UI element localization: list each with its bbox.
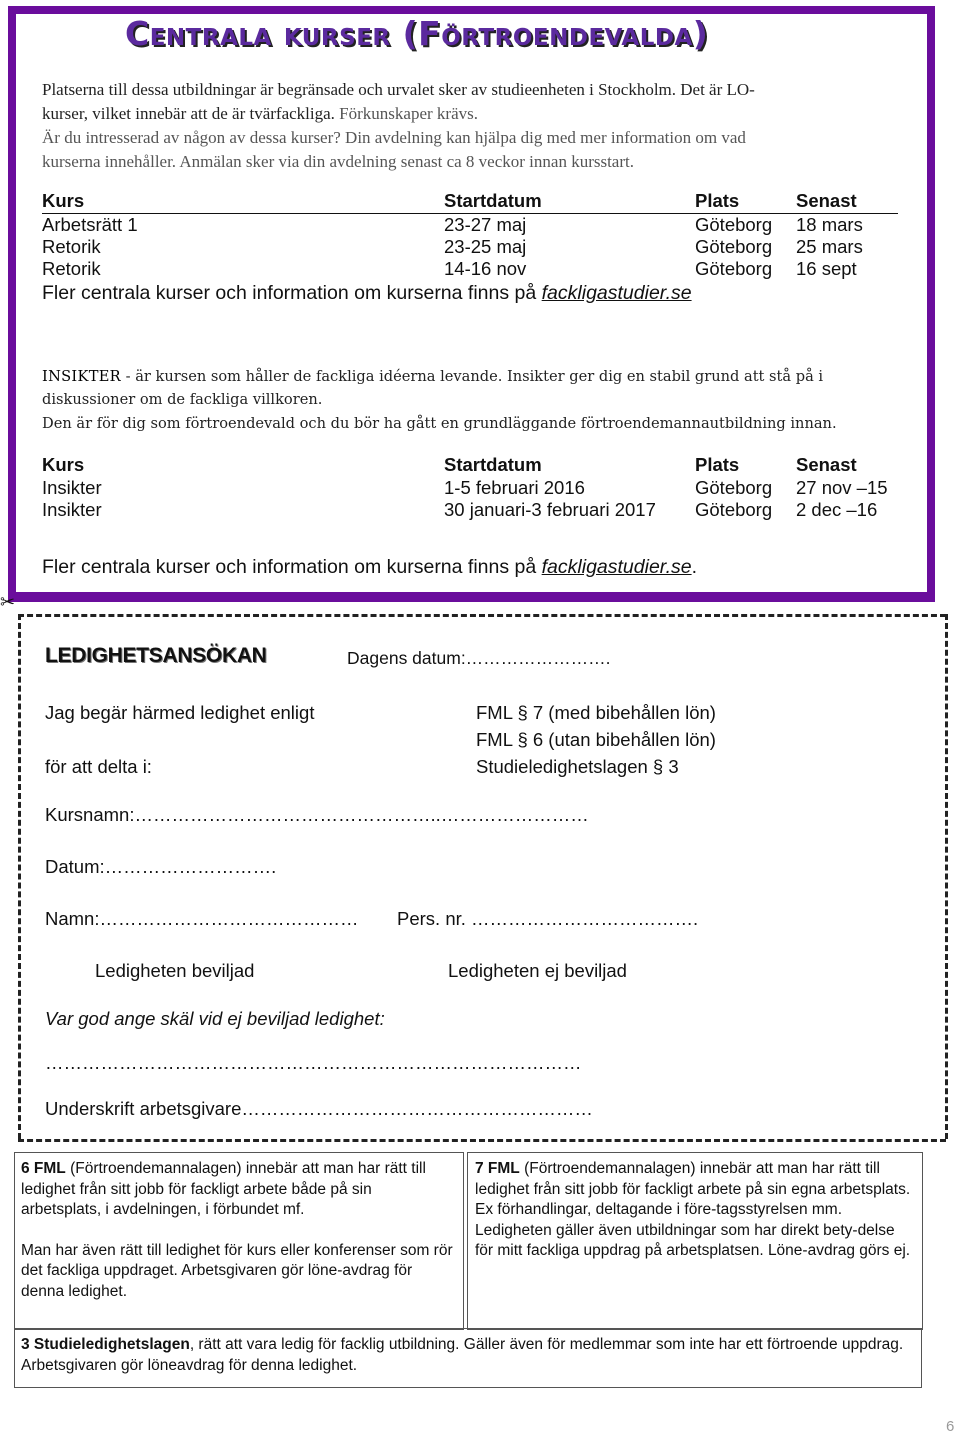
fml6-para-1: [21, 1159, 455, 1221]
name-field[interactable]: Namn:……………………………………: [45, 908, 359, 929]
table-row: [42, 236, 898, 259]
fackligastudier-link[interactable]: fackligastudier.se: [541, 282, 692, 304]
fml6-heading: 6 FML: [21, 1160, 66, 1177]
course-table-1-header: [42, 190, 898, 214]
fml7-para-2: Ledigheten gäller även utbildningar som har direkt bety-delse för mitt fackliga uppdrag på arbetsplatsen. Löne-avdrag görs ej.: [475, 1221, 911, 1259]
fml7-heading: 7 FML: [475, 1160, 520, 1177]
table-row: [42, 258, 898, 281]
more-text: Fler centrala kurser och information om kurserna finns på: [42, 556, 542, 578]
option-fml6[interactable]: FML § 6 (utan bibehållen lön): [476, 729, 716, 750]
insikter-line-1: [42, 366, 823, 388]
personal-number-field[interactable]: Pers. nr. ……………………………….: [397, 908, 699, 929]
table-row: [42, 477, 898, 500]
cell-kurs: Arbetsrätt 1: [42, 214, 138, 235]
intro-text: kurser, vilket innebär att de är tvärfackliga.: [42, 104, 340, 123]
intro-line-2: [42, 102, 478, 126]
leave-denied-option[interactable]: Ledigheten ej beviljad: [448, 960, 627, 981]
cell-senast: 16 sept: [796, 258, 857, 279]
form-bottom-border: [18, 1139, 946, 1142]
page-title: Centrala kurser (Förtroendevalda): [125, 14, 709, 53]
col-kurs: Kurs: [42, 454, 85, 475]
cell-kurs: Insikter: [42, 499, 102, 520]
fml7-info-box: [467, 1152, 923, 1330]
request-label: Jag begär härmed ledighet enligt: [45, 702, 315, 723]
col-kurs: Kurs: [42, 190, 85, 211]
employer-signature-field[interactable]: Underskrift arbetsgivare…………………………………………………: [45, 1098, 593, 1119]
more-text: Fler centrala kurser och information om kurserna finns på: [42, 282, 542, 304]
col-plats: Plats: [695, 454, 740, 475]
intro-line-4: kurserna innehåller. Anmälan sker via din avdelning senast ca 8 veckor innan kursstart.: [42, 152, 634, 171]
fackligastudier-link[interactable]: fackligastudier.se: [541, 556, 692, 578]
cell-start: 14-16 nov: [444, 258, 527, 279]
intro-line-1: Platserna till dessa utbildningar är begränsade och urvalet sker av studieenheten i Stockholm. Det är LO-: [42, 80, 755, 99]
col-senast: Senast: [796, 454, 857, 475]
col-senast: Senast: [796, 190, 857, 211]
cell-kurs: Insikter: [42, 477, 102, 498]
cell-senast: 2 dec –16: [796, 499, 878, 520]
date-field[interactable]: Datum:……………………….: [45, 856, 277, 877]
fml7-text: (Förtroendemannalagen) innebär att man har rätt till ledighet från sitt jobb för fackligt arbete på sin egna arbetsplats. Ex förhandlingar, deltagande i före-tagsstyrelsen mm.: [475, 1160, 911, 1218]
more-courses-note-2: [42, 556, 697, 579]
col-startdatum: Startdatum: [444, 190, 542, 211]
cell-kurs: Retorik: [42, 236, 101, 257]
studieledighet-para: [21, 1335, 913, 1376]
form-title: LEDIGHETSANSÖKAN: [45, 644, 267, 667]
cell-kurs: Retorik: [42, 258, 101, 279]
studieledighet-text: , rätt att vara ledig för facklig utbildning. Gäller även för medlemmar som inte har ett förtroende uppdrag. Arbetsgivaren gör löneavdrag för denna ledighet.: [21, 1336, 904, 1374]
cell-start: 1-5 februari 2016: [444, 477, 585, 498]
insikter-heading: INSIKTER: [42, 368, 121, 385]
scissors-icon: ✂: [0, 592, 16, 613]
intro-line-3: Är du intresserad av någon av dessa kurser? Din avdelning kan hjälpa dig med mer information om vad: [42, 128, 746, 147]
more-courses-note-1: [42, 282, 692, 305]
insikter-line-2: diskussioner om de fackliga villkoren.: [42, 391, 323, 408]
insikter-text: - är kursen som håller de fackliga idéerna levande. Insikter ger dig en stabil grund att stå på i: [120, 368, 824, 385]
cell-senast: 27 nov –15: [796, 477, 888, 498]
reason-label: Var god ange skäl vid ej beviljad ledighet:: [45, 1008, 385, 1029]
studieledighet-heading: 3 Studieledighetslagen: [21, 1336, 190, 1353]
page-number: 6: [946, 1418, 955, 1435]
cell-plats: Göteborg: [695, 236, 773, 257]
course-name-field[interactable]: Kursnamn:…………………………………………..……………………: [45, 804, 589, 825]
table-row: [42, 499, 898, 522]
leave-granted-option[interactable]: Ledigheten beviljad: [95, 960, 255, 981]
option-studieledighetslagen[interactable]: Studieledighetslagen § 3: [476, 756, 679, 777]
col-plats: Plats: [695, 190, 740, 211]
studieledighet-info-box: [14, 1328, 922, 1388]
table-row: [42, 214, 898, 237]
fml7-para-1: [475, 1159, 914, 1221]
cell-senast: 18 mars: [796, 214, 863, 235]
course-table-2-header: [42, 454, 898, 477]
cell-plats: Göteborg: [695, 499, 773, 520]
todays-date-field[interactable]: Dagens datum:…………………….: [347, 648, 611, 668]
cell-start: 23-25 maj: [444, 236, 527, 257]
insikter-line-3: Den är för dig som förtroendevald och du bör ha gått en grundläggande förtroendemannautbildning innan.: [42, 415, 837, 432]
reason-field[interactable]: ……………………………………………………………………………: [45, 1052, 582, 1073]
fml6-para-2: Man har även rätt till ledighet för kurs eller konferenser som rör det fackliga uppdraget. Arbetsgivaren gör löne-avdrag för denna ledighet.: [21, 1241, 453, 1300]
cell-start: 23-27 maj: [444, 214, 527, 235]
more-suffix: .: [691, 556, 697, 578]
participate-label: för att delta i:: [45, 756, 152, 777]
option-fml7[interactable]: FML § 7 (med bibehållen lön): [476, 702, 716, 723]
prerequisite-note: Förkunskaper krävs.: [339, 104, 478, 123]
fml6-info-box: [14, 1152, 464, 1330]
fml6-text: (Förtroendemannalagen) innebär att man har rätt till ledighet från sitt jobb för fackligt arbete både på sin arbetsplats, i avdelningen, i förbundet mf.: [21, 1160, 426, 1218]
cell-plats: Göteborg: [695, 477, 773, 498]
cell-plats: Göteborg: [695, 214, 773, 235]
col-startdatum: Startdatum: [444, 454, 542, 475]
cell-start: 30 januari-3 februari 2017: [444, 499, 656, 520]
cell-senast: 25 mars: [796, 236, 863, 257]
cell-plats: Göteborg: [695, 258, 773, 279]
